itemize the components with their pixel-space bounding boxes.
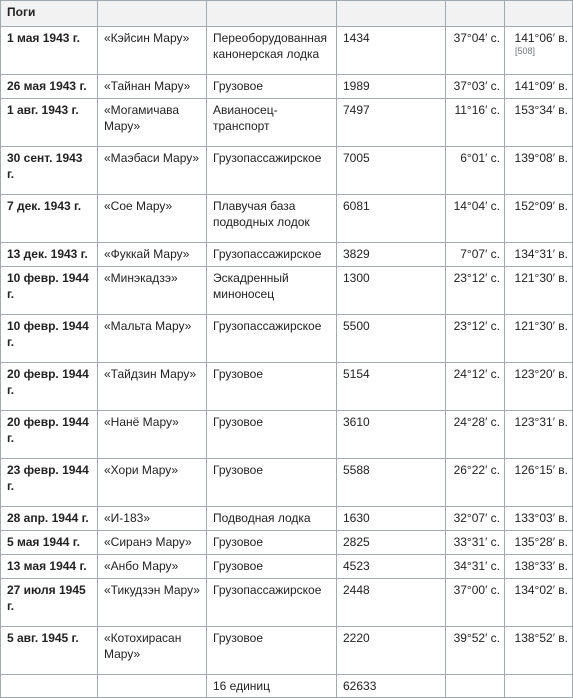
table-row [1,555,573,579]
table-row [1,243,573,267]
ship-name-cell: «Мальта Мару» [98,315,207,363]
longitude-cell: 123°31′ в. [505,411,573,459]
ship-type-cell: Грузовое [207,531,337,555]
date-cell: 27 июля 1945 г. [1,579,98,627]
ship-name-cell: «Анбо Мару» [98,555,207,579]
tonnage-cell: 1989 [337,75,446,99]
date-cell: 28 апр. 1944 г. [1,507,98,531]
latitude-cell: 23°12′ с. [446,315,505,363]
tonnage-cell: 2448 [337,579,446,627]
total-empty-cell [1,675,98,698]
date-cell: 1 мая 1943 г. [1,27,98,75]
date-cell: 13 мая 1944 г. [1,555,98,579]
tonnage-cell: 1630 [337,507,446,531]
ship-type-cell: Грузовое [207,363,337,411]
reference-link[interactable]: [508] [515,46,536,56]
date-cell: 1 авг. 1943 г. [1,99,98,147]
ship-name-cell: «Кэйсин Мару» [98,27,207,75]
longitude-cell: 121°30′ в. [505,315,573,363]
latitude-cell: 37°03′ с. [446,75,505,99]
table-row [1,75,573,99]
date-cell: 23 февр. 1944 г. [1,459,98,507]
latitude-cell: 37°04′ с. [446,27,505,75]
tonnage-cell: 1434 [337,27,446,75]
header-cell-empty [98,1,207,27]
table-row [1,195,573,243]
tonnage-cell: 7497 [337,99,446,147]
latitude-cell: 24°28′ с. [446,411,505,459]
latitude-cell: 11°16′ с. [446,99,505,147]
table-row [1,267,573,315]
tonnage-cell: 7005 [337,147,446,195]
latitude-cell: 39°52′ с. [446,627,505,675]
ship-name-cell: «И-183» [98,507,207,531]
ship-type-cell: Грузопассажирское [207,243,337,267]
header-cell-empty [446,1,505,27]
longitude-cell: 139°08′ в. [505,147,573,195]
ship-type-cell: Переоборудованная канонерская лодка [207,27,337,75]
ship-type-cell: Эскадренный миноносец [207,267,337,315]
latitude-cell: 33°31′ с. [446,531,505,555]
ship-type-cell: Грузопассажирское [207,579,337,627]
tonnage-cell: 1300 [337,267,446,315]
date-cell: 10 февр. 1944 г. [1,267,98,315]
date-cell: 30 сент. 1943 г. [1,147,98,195]
header-cell-empty [337,1,446,27]
ship-type-cell: Грузовое [207,555,337,579]
latitude-cell: 37°00′ с. [446,579,505,627]
ship-type-cell: Плавучая база подводных лодок [207,195,337,243]
longitude-cell [505,27,573,75]
table-row [1,363,573,411]
date-cell: 7 дек. 1943 г. [1,195,98,243]
header-cell-losses: Поги [1,1,98,27]
table-row [1,99,573,147]
latitude-cell: 32°07′ с. [446,507,505,531]
latitude-cell: 24°12′ с. [446,363,505,411]
ship-name-cell: «Котохирасан Мару» [98,627,207,675]
header-cell-empty [505,1,573,27]
table-row [1,147,573,195]
date-cell: 5 мая 1944 г. [1,531,98,555]
total-empty-cell [505,675,573,698]
latitude-cell: 14°04′ с. [446,195,505,243]
tonnage-cell: 4523 [337,555,446,579]
tonnage-cell: 6081 [337,195,446,243]
latitude-cell: 7°07′ с. [446,243,505,267]
ship-name-cell: «Сиранэ Мару» [98,531,207,555]
ship-name-cell: «Нанё Мару» [98,411,207,459]
table-row [1,531,573,555]
date-cell: 20 февр. 1944 г. [1,411,98,459]
longitude-cell: 152°09′ в. [505,195,573,243]
table-row [1,27,573,75]
date-cell: 5 авг. 1945 г. [1,627,98,675]
table-row [1,507,573,531]
latitude-cell: 26°22′ с. [446,459,505,507]
table-row [1,411,573,459]
ship-type-cell: Грузовое [207,411,337,459]
date-cell: 13 дек. 1943 г. [1,243,98,267]
tonnage-cell: 2220 [337,627,446,675]
ship-name-cell: «Хори Мару» [98,459,207,507]
header-cell-empty [207,1,337,27]
total-tonnage-cell: 62633 [337,675,446,698]
ship-type-cell: Грузовое [207,627,337,675]
total-count-cell: 16 единиц [207,675,337,698]
tonnage-cell: 5500 [337,315,446,363]
longitude-cell: 121°30′ в. [505,267,573,315]
latitude-cell: 23°12′ с. [446,267,505,315]
tonnage-cell: 2825 [337,531,446,555]
ship-type-cell: Авианосец-транспорт [207,99,337,147]
total-empty-cell [98,675,207,698]
ship-type-cell: Грузопассажирское [207,147,337,195]
table-total-row [1,675,573,698]
table-row [1,579,573,627]
longitude-cell: 134°31′ в. [505,243,573,267]
longitude-cell: 133°03′ в. [505,507,573,531]
date-cell: 26 мая 1943 г. [1,75,98,99]
ship-name-cell: «Фуккай Мару» [98,243,207,267]
tonnage-cell: 5154 [337,363,446,411]
tonnage-cell: 3610 [337,411,446,459]
longitude-cell: 135°28′ в. [505,531,573,555]
tonnage-cell: 5588 [337,459,446,507]
table-header-row [1,1,573,27]
date-cell: 10 февр. 1944 г. [1,315,98,363]
ship-name-cell: «Тикудзэн Мару» [98,579,207,627]
ship-type-cell: Подводная лодка [207,507,337,531]
longitude-cell: 141°09′ в. [505,75,573,99]
ship-type-cell: Грузовое [207,459,337,507]
latitude-cell: 34°31′ с. [446,555,505,579]
ship-name-cell: «Тайдзин Мару» [98,363,207,411]
ship-name-cell: «Минэкадзэ» [98,267,207,315]
latitude-cell: 6°01′ с. [446,147,505,195]
ship-type-cell: Грузовое [207,75,337,99]
ship-name-cell: «Маэбаси Мару» [98,147,207,195]
longitude-cell: 134°02′ в. [505,579,573,627]
longitude-cell: 126°15′ в. [505,459,573,507]
longitude-cell: 138°52′ в. [505,627,573,675]
ship-name-cell: «Тайнан Мару» [98,75,207,99]
longitude-cell: 153°34′ в. [505,99,573,147]
longitude-cell: 123°20′ в. [505,363,573,411]
table-row [1,627,573,675]
ship-name-cell: «Могамичава Мару» [98,99,207,147]
table-row [1,315,573,363]
ship-type-cell: Грузопассажирское [207,315,337,363]
table-row [1,459,573,507]
total-empty-cell [446,675,505,698]
tonnage-cell: 3829 [337,243,446,267]
longitude-value: 141°06′ в. [514,31,568,45]
date-cell: 20 февр. 1944 г. [1,363,98,411]
longitude-cell: 138°33′ в. [505,555,573,579]
ship-name-cell: «Сое Мару» [98,195,207,243]
